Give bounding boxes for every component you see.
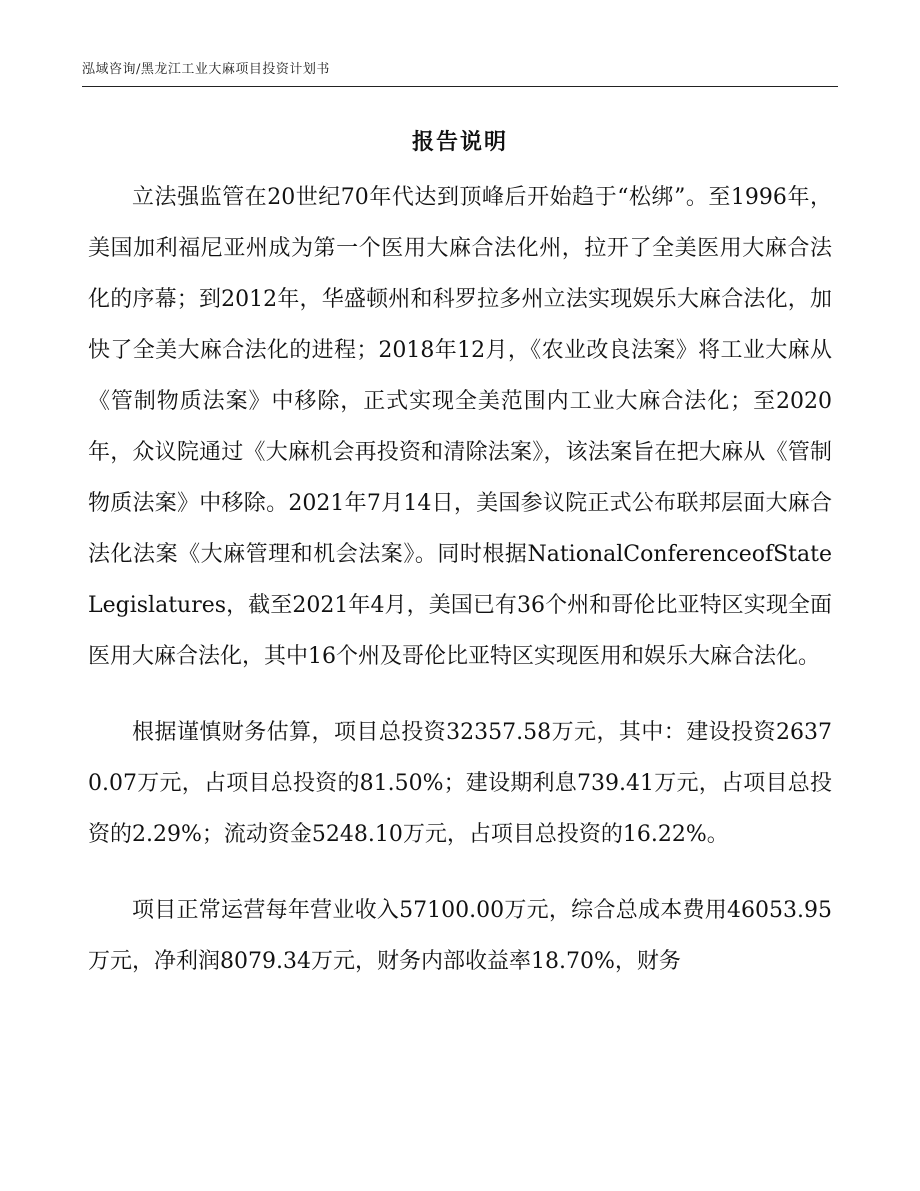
report-body: [88, 172, 832, 1012]
report-title: 报告说明: [411, 129, 508, 155]
paragraph-investment-estimate: 根据谨慎财务估算，项目总投资32357.58万元，其中：建设投资26370.07万元，占项目总投资的81.50%；建设期利息739.41万元，占项目总投资的2.29%；流动资金5248.10万元，占项目总投资的16.22%。: [88, 720, 832, 847]
running-header: 泓域咨询/黑龙江工业大麻项目投资计划书: [82, 62, 330, 77]
header-divider: [82, 86, 838, 87]
paragraph-operating-revenue: 项目正常运营每年营业收入57100.00万元，综合总成本费用46053.95万元，净利润8079.34万元，财务内部收益率18.70%，财务: [88, 898, 832, 974]
paragraph-legalization-history: 立法强监管在20世纪70年代达到顶峰后开始趋于“松绑”。至1996年，美国加利福尼亚州成为第一个医用大麻合法化州，拉开了全美医用大麻合法化的序幕；到2012年，华盛顿州和科罗拉多州立法实现娱乐大麻合法化，加快了全美大麻合法化的进程；2018年12月，《农业改良法案》将工业大麻从《管制物质法案》中移除，正式实现全美范围内工业大麻合法化；至2020年，众议院通过《大麻机会再投资和清除法案》，该法案旨在把大麻从《管制物质法案》中移除。2021年7月14日，美国参议院正式公布联邦层面大麻合法化法案《大麻管理和机会法案》。同时根据NationalConferenceofStateLegislatures，截至2021年4月，美国已有36个州和哥伦比亚特区实现全面医用大麻合法化，其中16个州及哥伦比亚特区实现医用和娱乐大麻合法化。: [88, 185, 832, 669]
